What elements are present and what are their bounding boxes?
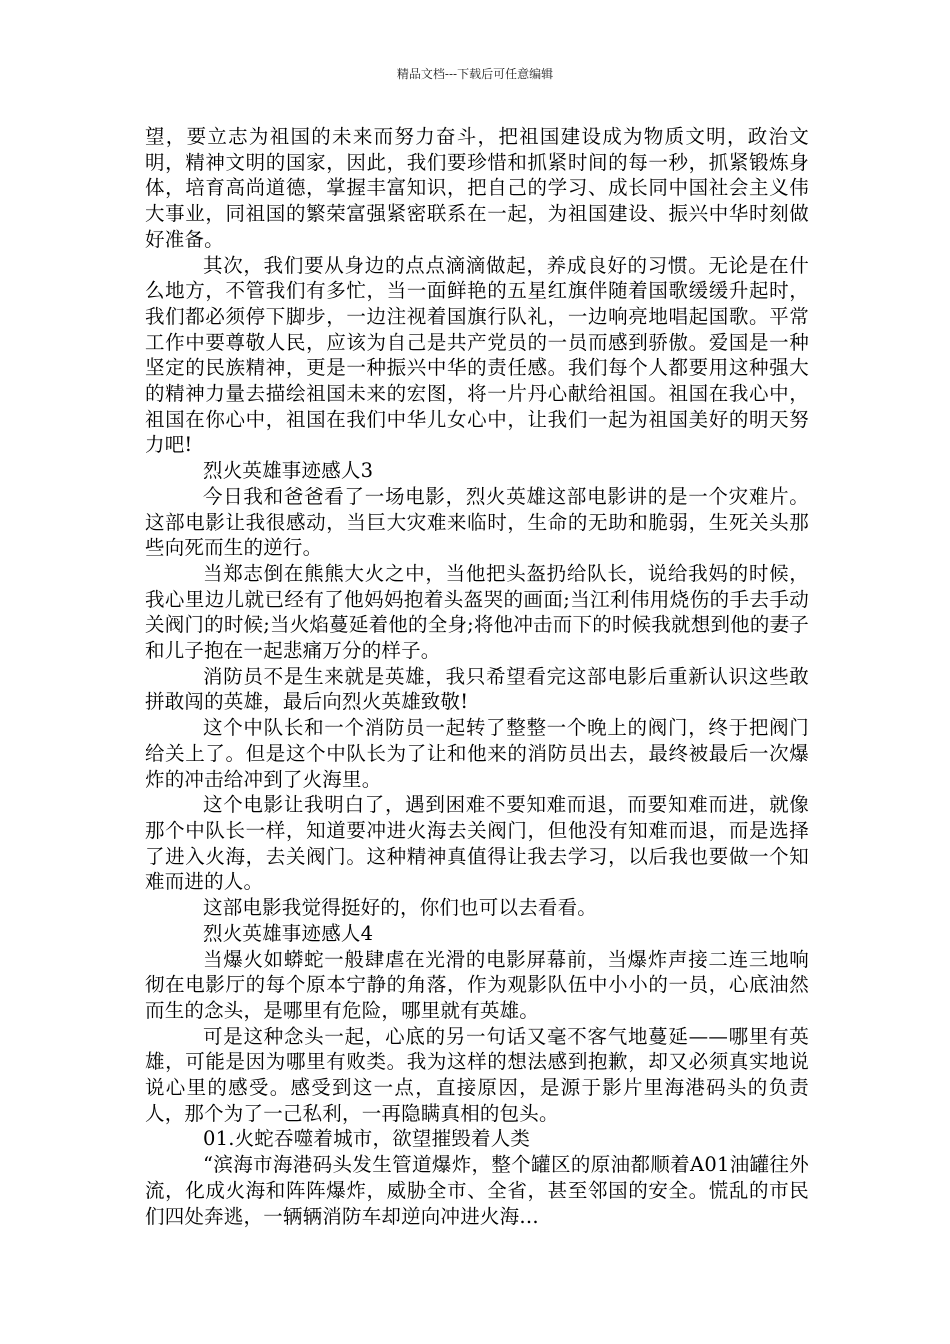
section-heading-3: 烈火英雄事迹感人3 [203,459,374,483]
section-heading-4: 烈火英雄事迹感人4 [203,921,374,945]
paragraph-4: 当郑志倒在熊熊大火之中，当他把头盔扔给队长，说给我妈的时候，我心里边儿就已经有了他妈妈抱着头盔哭的画面;当江利伟用烧伤的手去手动关阀门的时候;当火焰蔓延着他的全身;将他冲击而下的时候我就想到他的妻子和儿子抱在一起悲痛万分的样子。 [145,561,809,663]
paragraph-6: 这个中队长和一个消防员一起转了整整一个晚上的阀门，终于把阀门给关上了。但是这个中队长为了让和他来的消防员出去，最终被最后一次爆炸的冲击给冲到了火海里。 [145,716,809,791]
page-header: 精品文档---下载后可任意编辑 [396,67,554,81]
paragraph-11: “滨海市海港码头发生管道爆炸，整个罐区的原油都顺着A01油罐往外流，化成火海和阵阵爆炸，威胁全市、全省，甚至邻国的安全。慌乱的市民们四处奔逃，一辆辆消防车却逆向冲进火海… [145,1153,809,1228]
document-body [145,124,809,1229]
paragraph-9: 当爆火如蟒蛇一般肆虐在光滑的电影屏幕前，当爆炸声接二连三地响彻在电影厅的每个原本宁静的角落，作为观影队伍中小小的一员，心底油然而生的念头，是哪里有危险，哪里就有英雄。 [145,947,809,1022]
paragraph-5: 消防员不是生来就是英雄，我只希望看完这部电影后重新认识这些敢拼敢闯的英雄，最后向烈火英雄致敬! [145,664,809,714]
paragraph-3: 今日我和爸爸看了一场电影，烈火英雄这部电影讲的是一个灾难片。这部电影让我很感动，当巨大灾难来临时，生命的无助和脆弱，生死关头那些向死而生的逆行。 [145,484,809,560]
paragraph-7: 这个电影让我明白了，遇到困难不要知难而退，而要知难而进，就像那个中队长一样，知道要冲进火海去关阀门，但他没有知难而退，而是选择了进入火海，去关阀门。这种精神真值得让我去学习，以后我也要做一个知难而进的人。 [145,793,809,894]
paragraph-8: 这部电影我觉得挺好的，你们也可以去看看。 [203,896,598,920]
paragraph-1: 望，要立志为祖国的未来而努力奋斗，把祖国建设成为物质文明，政治文明，精神文明的国家，因此，我们要珍惜和抓紧时间的每一秒，抓紧锻炼身体，培育高尚道德，掌握丰富知识，把自己的学习、成长同中国社会主义伟大事业，同祖国的繁荣富强紧密联系在一起，为祖国建设、振兴中华时刻做好准备。 [145,125,809,251]
paragraph-2: 其次，我们要从身边的点点滴滴做起，养成良好的习惯。无论是在什么地方，不管我们有多忙，当一面鲜艳的五星红旗伴随着国歌缓缓升起时，我们都必须停下脚步，一边注视着国旗行队礼，一边响亮地唱起国歌。平常工作中要尊敬人民，应该为自己是共产党员的一员而感到骄傲。爱国是一种坚定的民族精神，更是一种振兴中华的责任感。我们每个人都要用这种强大的精神力量去描绘祖国未来的宏图，将一片丹心献给祖国。祖国在我心中，祖国在你心中，祖国在我们中华儿女心中，让我们一起为祖国美好的明天努力吧! [145,253,809,457]
paragraph-10: 可是这种念头一起，心底的另一句话又毫不客气地蔓延——哪里有英雄，可能是因为哪里有败类。我为这样的想法感到抱歉，却又必须真实地说说心里的感受。感受到这一点，直接原因，是源于影片里海港码头的负责人，那个为了一己私利，一再隐瞒真相的包头。 [145,1024,809,1125]
subsection-heading-01: 01.火蛇吞噬着城市，欲望摧毁着人类 [203,1127,531,1151]
